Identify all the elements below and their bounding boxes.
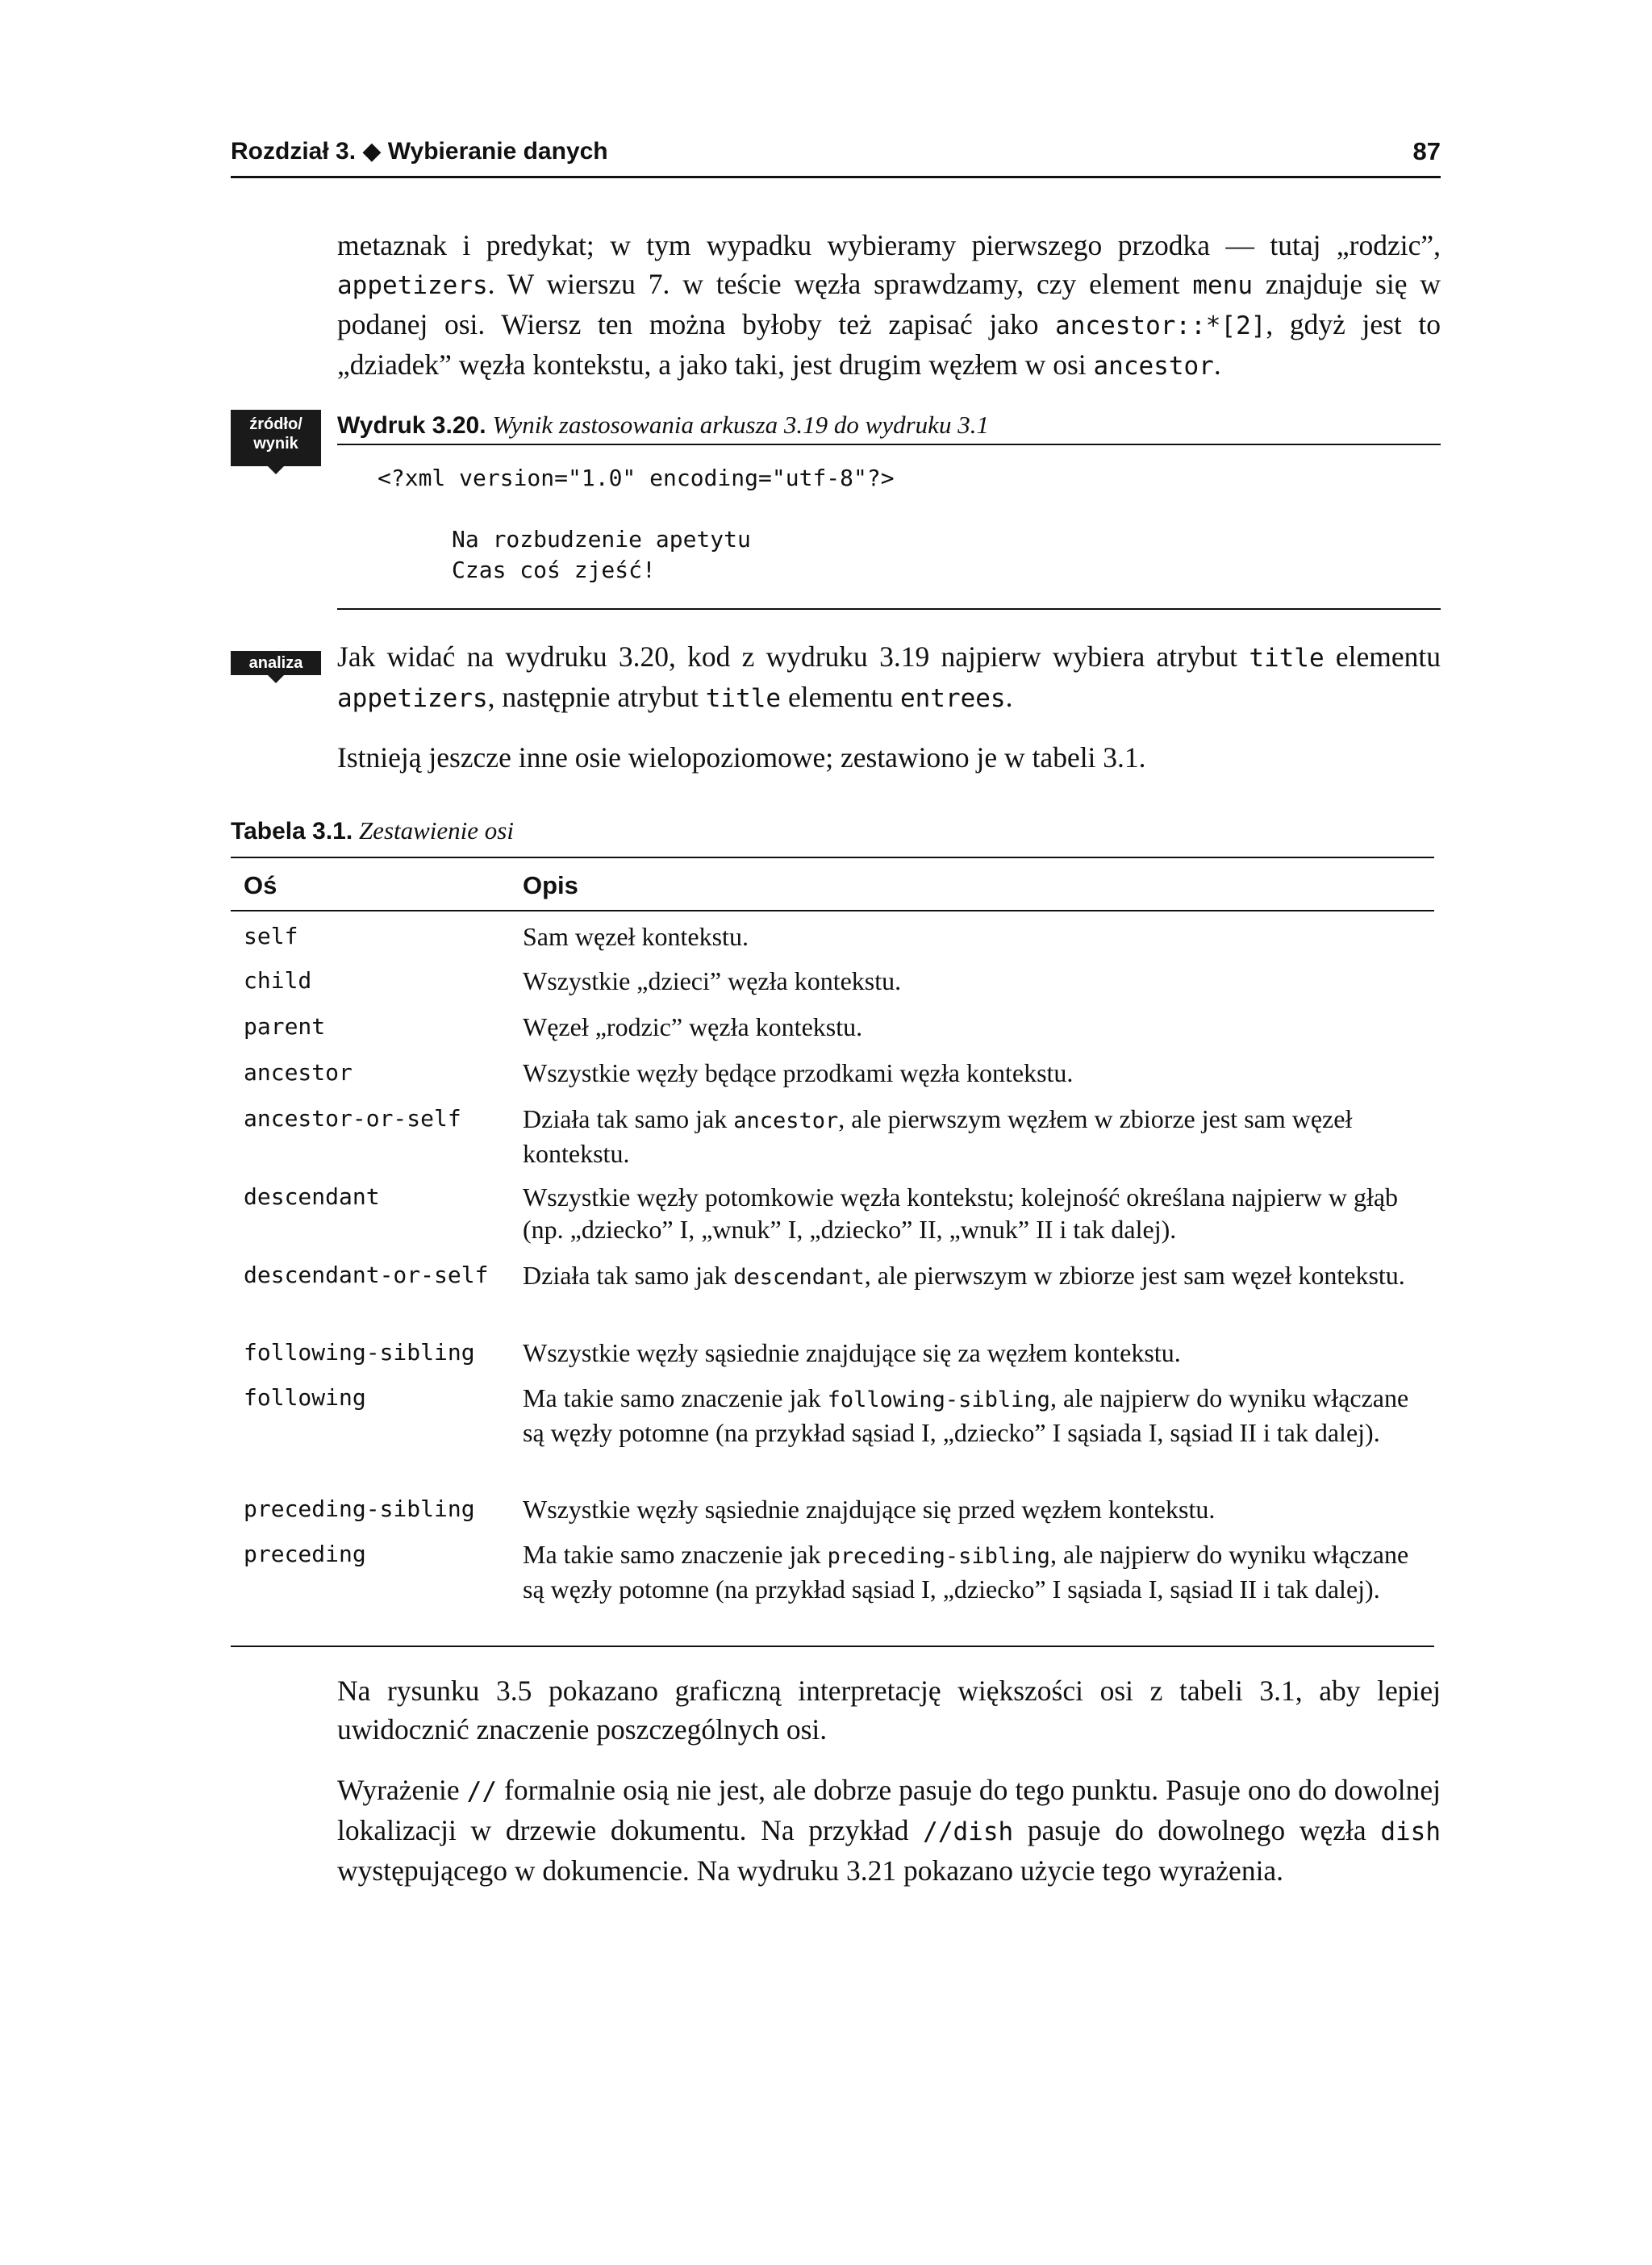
table-header-rule xyxy=(231,910,1434,911)
code-line: <?xml version="1.0" encoding="utf-8"?> xyxy=(378,465,895,491)
axis-name: ancestor-or-self xyxy=(244,1105,461,1132)
page-number: 87 xyxy=(1412,137,1441,165)
code-line: Na rozbudzenie apetytu xyxy=(452,526,751,553)
analysis-tag: analiza xyxy=(231,651,321,675)
code-inline: appetizers xyxy=(337,271,488,300)
paragraph-analysis xyxy=(337,637,1441,718)
text: pasuje do dowolnego węzła xyxy=(1013,1814,1381,1846)
axis-name: following-sibling xyxy=(244,1339,475,1366)
text: . xyxy=(1005,681,1013,713)
axis-description xyxy=(523,1259,1410,1294)
text: , ale pierwszym węzłem w zbiorze jest sam węzeł kontekstu. xyxy=(523,1104,1353,1168)
text: metaznak i predykat; w tym wypadku wybieramy pierwszego przodka — tutaj „rodzic”, xyxy=(337,229,1441,261)
axis-name: descendant xyxy=(244,1183,380,1210)
chapter-title: Rozdział 3. ◆ Wybieranie danych xyxy=(231,138,608,165)
code-inline: //dish xyxy=(923,1817,1014,1846)
text: znajduje się w podanej osi. Wiersz ten można byłoby też zapisać jako xyxy=(337,268,1441,340)
text: elementu xyxy=(1324,640,1441,673)
axis-name: parent xyxy=(244,1013,326,1040)
paragraph-descendant-operator xyxy=(337,1771,1441,1890)
listing-rule-bottom xyxy=(337,608,1441,610)
axis-description: Wszystkie węzły będące przodkami węzła kontekstu. xyxy=(523,1058,1074,1087)
axis-name: self xyxy=(244,923,298,949)
axis-description: Wszystkie węzły potomkowie węzła kontekstu; kolejność określana najpierw w głąb (np. „dziecko” I, „wnuk” I, „dziecko” II, „wnuk” II i tak dalej). xyxy=(523,1183,1399,1244)
text: . W wierszu 7. w teście węzła sprawdzamy, czy element xyxy=(487,268,1193,300)
text: , gdyż jest to „dziadek” węzła kontekstu, a jako taki, jest drugim węzłem w osi xyxy=(337,308,1441,381)
listing-rule-top xyxy=(337,444,1441,445)
paragraph-other-axes: Istnieją jeszcze inne osie wielopoziomowe; zestawiono je w tabeli 3.1. xyxy=(337,741,1146,774)
axis-description: Wszystkie węzły sąsiednie znajdujące się za węzłem kontekstu. xyxy=(523,1338,1181,1367)
axis-name: child xyxy=(244,967,312,994)
code-inline: descendant xyxy=(733,1265,865,1290)
text: . xyxy=(1213,348,1221,381)
listing-title: Wynik zastosowania arkusza 3.19 do wydruku 3.1 xyxy=(492,411,989,439)
listing-label: Wydruk 3.20. xyxy=(337,412,486,439)
axis-name: ancestor xyxy=(244,1059,353,1086)
axis-description: Węzeł „rodzic” węzła kontekstu. xyxy=(523,1012,863,1041)
text: formalnie osią nie jest, ale dobrze pasuje do tego punktu. Pasuje ono do dowolnej lokalizacji w drzewie dokumentu. Na przykład xyxy=(337,1774,1441,1846)
text: Wyrażenie xyxy=(337,1774,467,1806)
table-rule-bottom xyxy=(231,1646,1434,1647)
code-inline: appetizers xyxy=(337,684,488,713)
axis-name: preceding-sibling xyxy=(244,1495,475,1522)
code-inline: // xyxy=(466,1777,497,1806)
table-label: Tabela 3.1. xyxy=(231,818,353,845)
text: , ale pierwszym w zbiorze jest sam węzeł kontekstu. xyxy=(864,1261,1405,1290)
code-inline: ancestor xyxy=(1093,352,1214,381)
text: występującego w dokumencie. Na wydruku 3.21 pokazano użycie tego wyrażenia. xyxy=(337,1854,1284,1887)
code-inline: title xyxy=(1249,644,1325,673)
code-inline: preceding-sibling xyxy=(827,1544,1050,1569)
text: , następnie atrybut xyxy=(487,681,706,713)
code-inline: ancestor xyxy=(733,1108,839,1133)
axis-name: following xyxy=(244,1384,366,1411)
axis-description xyxy=(523,1382,1410,1449)
code-inline: ancestor::*[2] xyxy=(1055,311,1266,340)
code-inline: dish xyxy=(1380,1817,1441,1846)
axis-description: Wszystkie węzły sąsiednie znajdujące się przed węzłem kontekstu. xyxy=(523,1495,1216,1524)
code-inline: menu xyxy=(1192,271,1254,300)
paragraph-intro xyxy=(337,226,1441,386)
text: elementu xyxy=(781,681,900,713)
text: Działa tak samo jak xyxy=(523,1261,734,1290)
axis-description: Sam węzeł kontekstu. xyxy=(523,922,749,951)
code-line: Czas coś zjeść! xyxy=(452,557,656,583)
table-caption xyxy=(231,816,514,845)
axis-name: preceding xyxy=(244,1541,366,1567)
table-title: Zestawienie osi xyxy=(358,816,514,845)
text: Ma takie samo znaczenie jak xyxy=(523,1540,828,1569)
listing-caption xyxy=(337,410,989,440)
text: Ma takie samo znaczenie jak xyxy=(523,1383,828,1412)
text: , ale najpierw do wyniku włączane są węzły potomne (na przykład sąsiad I, „dziecko” I sąsiada I, sąsiad II i tak dalej). xyxy=(523,1540,1409,1604)
paragraph-figure-ref: Na rysunku 3.5 pokazano graficzną interpretację większości osi z tabeli 3.1, aby lepiej uwidocznić znaczenie poszczególnych osi. xyxy=(337,1675,1441,1746)
code-inline: entrees xyxy=(899,684,1006,713)
text: Działa tak samo jak xyxy=(523,1104,734,1133)
axis-description xyxy=(523,1538,1410,1605)
code-inline: following-sibling xyxy=(827,1387,1050,1412)
source-output-tag: źródło/ wynik xyxy=(231,410,321,466)
code-inline: title xyxy=(705,684,782,713)
axis-name: descendant-or-self xyxy=(244,1262,489,1288)
text: Jak widać na wydruku 3.20, kod z wydruku 3.19 najpierw wybiera atrybut xyxy=(337,640,1249,673)
table-rule-top xyxy=(231,857,1434,858)
axis-description xyxy=(523,1103,1410,1170)
axis-description: Wszystkie „dzieci” węzła kontekstu. xyxy=(523,966,902,995)
running-header xyxy=(231,134,1441,178)
column-header-axis: Oś xyxy=(244,871,277,899)
text: , ale najpierw do wyniku włączane są węzły potomne (na przykład sąsiad I, „dziecko” I sąsiada I, sąsiad II i tak dalej). xyxy=(523,1383,1409,1447)
column-header-description: Opis xyxy=(523,871,578,899)
